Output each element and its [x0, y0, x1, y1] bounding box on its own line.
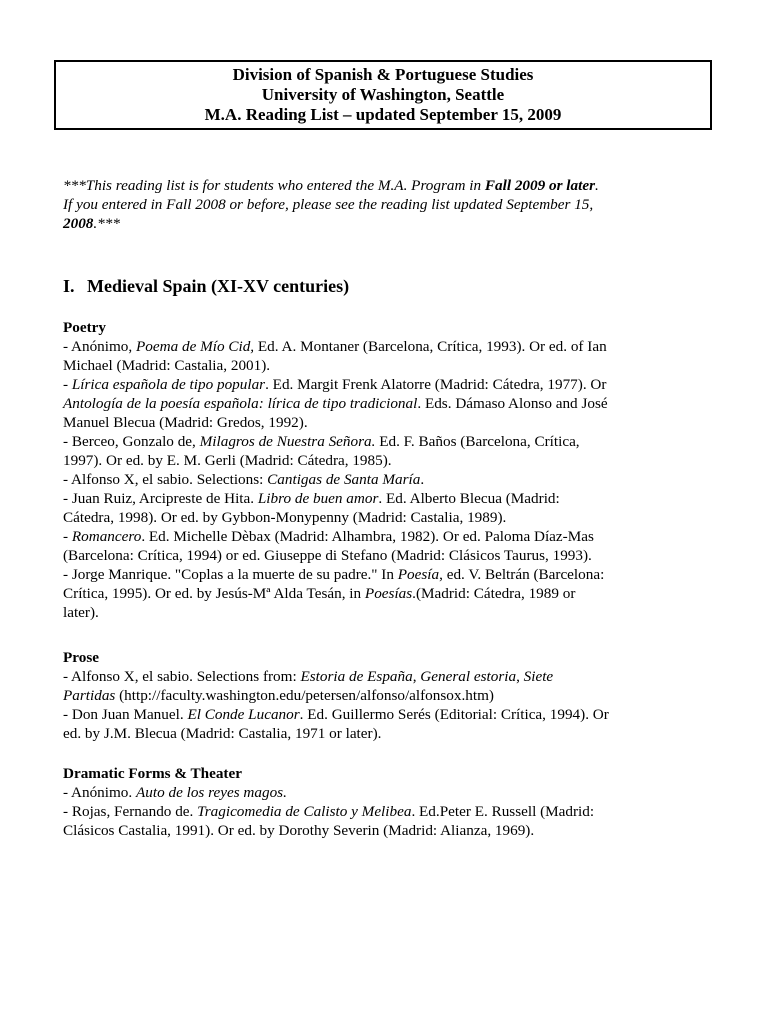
- notice-text: ***This reading list is for students who entered the M.A. Program in: [63, 177, 485, 194]
- section-heading: [63, 275, 349, 297]
- list-item-cont: Michael (Madrid: Castalia, 2001).: [63, 357, 271, 374]
- notice-emphasis: 2008: [63, 215, 94, 232]
- list-item: - Anónimo. Auto de los reyes magos.: [63, 784, 287, 801]
- poetry-list: [63, 337, 723, 622]
- section-number: I.: [63, 276, 75, 296]
- list-item-cont: Partidas (http://faculty.washington.edu/petersen/alfonso/alfonsox.htm): [63, 687, 494, 704]
- notice-emphasis: Fall 2009 or later: [484, 177, 595, 194]
- notice-text: If you entered in Fall 2008 or before, please see the reading list updated September 15,: [63, 196, 594, 213]
- prose-heading: Prose: [63, 649, 99, 666]
- notice-text: .: [595, 177, 599, 194]
- list-item-cont: Manuel Blecua (Madrid: Gredos, 1992).: [63, 414, 308, 431]
- list-item-cont: Clásicos Castalia, 1991). Or ed. by Dorothy Severin (Madrid: Alianza, 1969).: [63, 822, 535, 839]
- list-item: - Berceo, Gonzalo de, Milagros de Nuestra Señora. Ed. F. Baños (Barcelona, Crítica,: [63, 433, 580, 450]
- list-item-cont: Antología de la poesía española: lírica de tipo tradicional. Eds. Dámaso Alonso and José: [63, 395, 608, 412]
- program-notice: [63, 176, 713, 233]
- department-title: Division of Spanish & Portuguese Studies: [232, 65, 534, 84]
- title-box: [54, 60, 712, 130]
- list-item: - Anónimo, Poema de Mío Cid, Ed. A. Montaner (Barcelona, Crítica, 1993). Or ed. of Ian: [63, 338, 607, 355]
- prose-list: [63, 667, 723, 743]
- drama-list: [63, 783, 723, 840]
- list-item-cont: later).: [63, 604, 99, 621]
- list-item-cont: Crítica, 1995). Or ed. by Jesús-Mª Alda Tesán, in Poesías.(Madrid: Cátedra, 1989 or: [63, 585, 576, 602]
- list-item: - Alfonso X, el sabio. Selections from: Estoria de España, General estoria, Siete: [63, 668, 554, 685]
- list-item-cont: (Barcelona: Crítica, 1994) or ed. Giuseppe di Stefano (Madrid: Clásicos Taurus, 1993).: [63, 547, 592, 564]
- notice-text: .***: [93, 215, 120, 232]
- list-item: - Lírica española de tipo popular. Ed. Margit Frenk Alatorre (Madrid: Cátedra, 1977). Or: [63, 376, 607, 393]
- list-item: - Alfonso X, el sabio. Selections: Cantigas de Santa María.: [63, 471, 425, 488]
- list-item: - Don Juan Manuel. El Conde Lucanor. Ed. Guillermo Serés (Editorial: Crítica, 1994). Or: [63, 706, 609, 723]
- list-item-cont: ed. by J.M. Blecua (Madrid: Castalia, 1971 or later).: [63, 725, 382, 742]
- poetry-heading: Poetry: [63, 319, 107, 336]
- list-item: - Jorge Manrique. "Coplas a la muerte de su padre." In Poesía, ed. V. Beltrán (Barcelona:: [63, 566, 605, 583]
- list-item-cont: 1997). Or ed. by E. M. Gerli (Madrid: Cátedra, 1985).: [63, 452, 392, 469]
- list-item: - Juan Ruiz, Arcipreste de Hita. Libro de buen amor. Ed. Alberto Blecua (Madrid:: [63, 490, 560, 507]
- list-item: - Romancero. Ed. Michelle Dèbax (Madrid: Alhambra, 1982). Or ed. Paloma Díaz-Mas: [63, 528, 594, 545]
- section-title: Medieval Spain (XI-XV centuries): [87, 276, 350, 296]
- drama-heading: Dramatic Forms & Theater: [63, 765, 242, 782]
- list-item: - Rojas, Fernando de. Tragicomedia de Calisto y Melibea. Ed.Peter E. Russell (Madrid:: [63, 803, 595, 820]
- list-item-cont: Cátedra, 1998). Or ed. by Gybbon-Monypenny (Madrid: Castalia, 1989).: [63, 509, 507, 526]
- university-title: University of Washington, Seattle: [261, 85, 505, 104]
- reading-list-title: M.A. Reading List – updated September 15, 2009: [204, 105, 562, 124]
